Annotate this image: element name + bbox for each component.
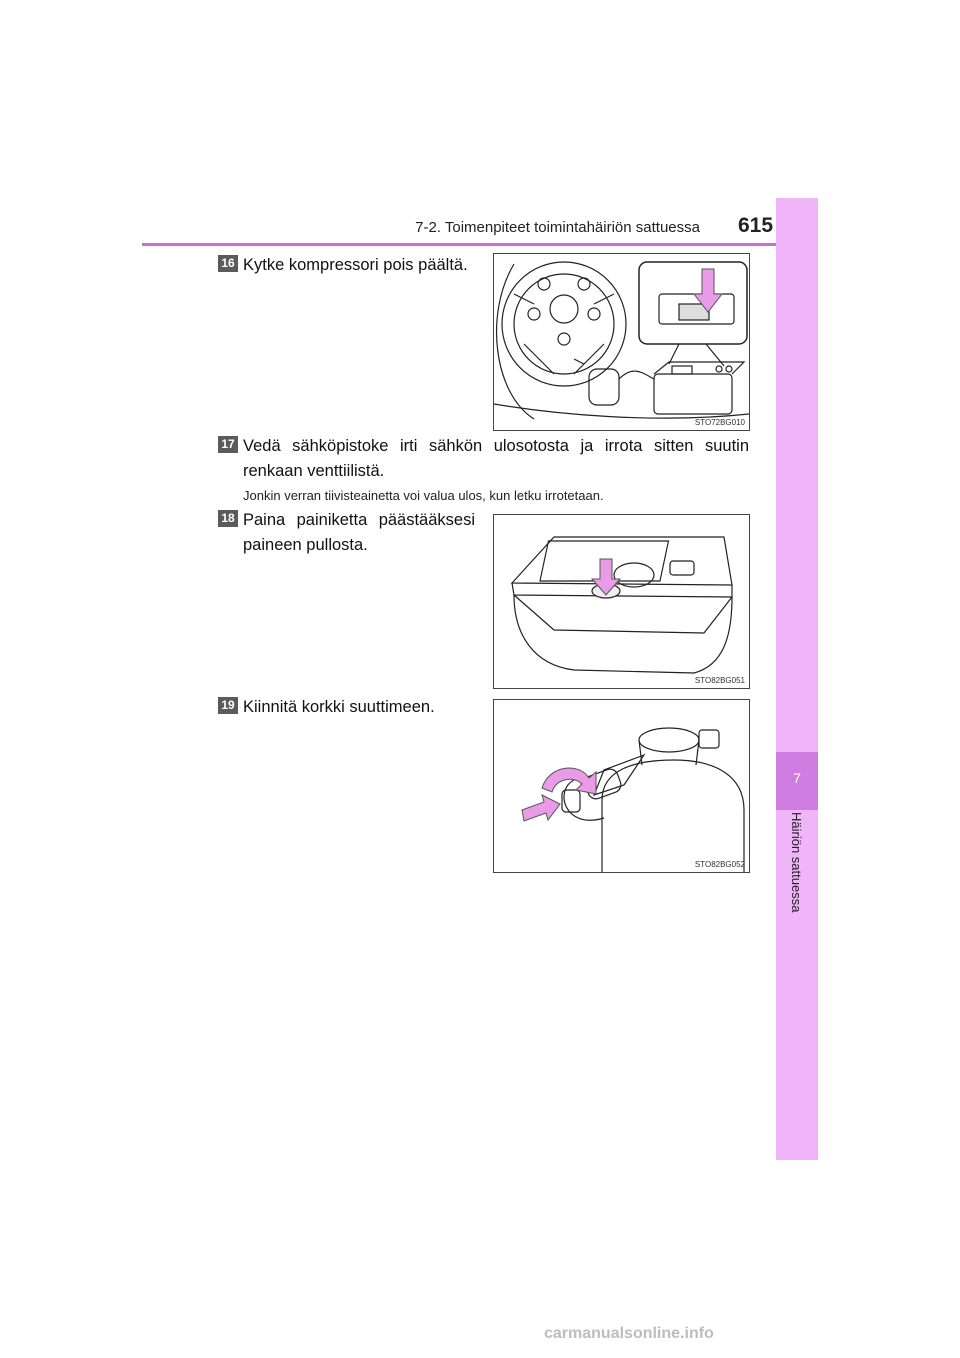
figure-code: STO82BG051 bbox=[694, 676, 745, 685]
nozzle-cap-figure bbox=[493, 699, 750, 873]
pressure-release-illustration bbox=[494, 515, 749, 688]
figure-code: STO72BG010 bbox=[694, 418, 745, 427]
figure-code: STO82BG052 bbox=[694, 860, 745, 869]
chapter-tab-strip bbox=[776, 198, 818, 1160]
page-number: 615 bbox=[738, 214, 774, 237]
step-number-badge: 16 bbox=[218, 255, 238, 272]
step-number-badge: 17 bbox=[218, 436, 238, 453]
step-text: Kiinnitä korkki suuttimeen. bbox=[243, 698, 435, 716]
step-text: Kytke kompressori pois päältä. bbox=[243, 256, 468, 274]
step-number-badge: 18 bbox=[218, 510, 238, 527]
chapter-label-container bbox=[784, 812, 810, 972]
chapter-number: 7 bbox=[793, 770, 801, 786]
attach-cap-illustration bbox=[494, 700, 749, 872]
compressor-switch-figure bbox=[493, 253, 750, 431]
section-title: 7-2. Toimenpiteet toimintahäiriön sattuessa bbox=[415, 219, 700, 236]
site-watermark: carmanualsonline.info bbox=[544, 1325, 714, 1342]
step-number-badge: 19 bbox=[218, 697, 238, 714]
step-text: Paina painiketta päästääksesi paineen pullosta. bbox=[243, 511, 475, 554]
step-note: Jonkin verran tiivisteainetta voi valua ulos, kun letku irrotetaan. bbox=[243, 488, 604, 503]
compressor-off-illustration bbox=[494, 254, 749, 430]
chapter-label: Häiriön sattuessa bbox=[789, 812, 804, 913]
header-divider bbox=[142, 243, 818, 246]
bottle-pressure-button-figure bbox=[493, 514, 750, 689]
step-text: Vedä sähköpistoke irti sähkön ulosotosta ja irrota sitten suutin renkaan venttiilistä. bbox=[243, 437, 749, 480]
